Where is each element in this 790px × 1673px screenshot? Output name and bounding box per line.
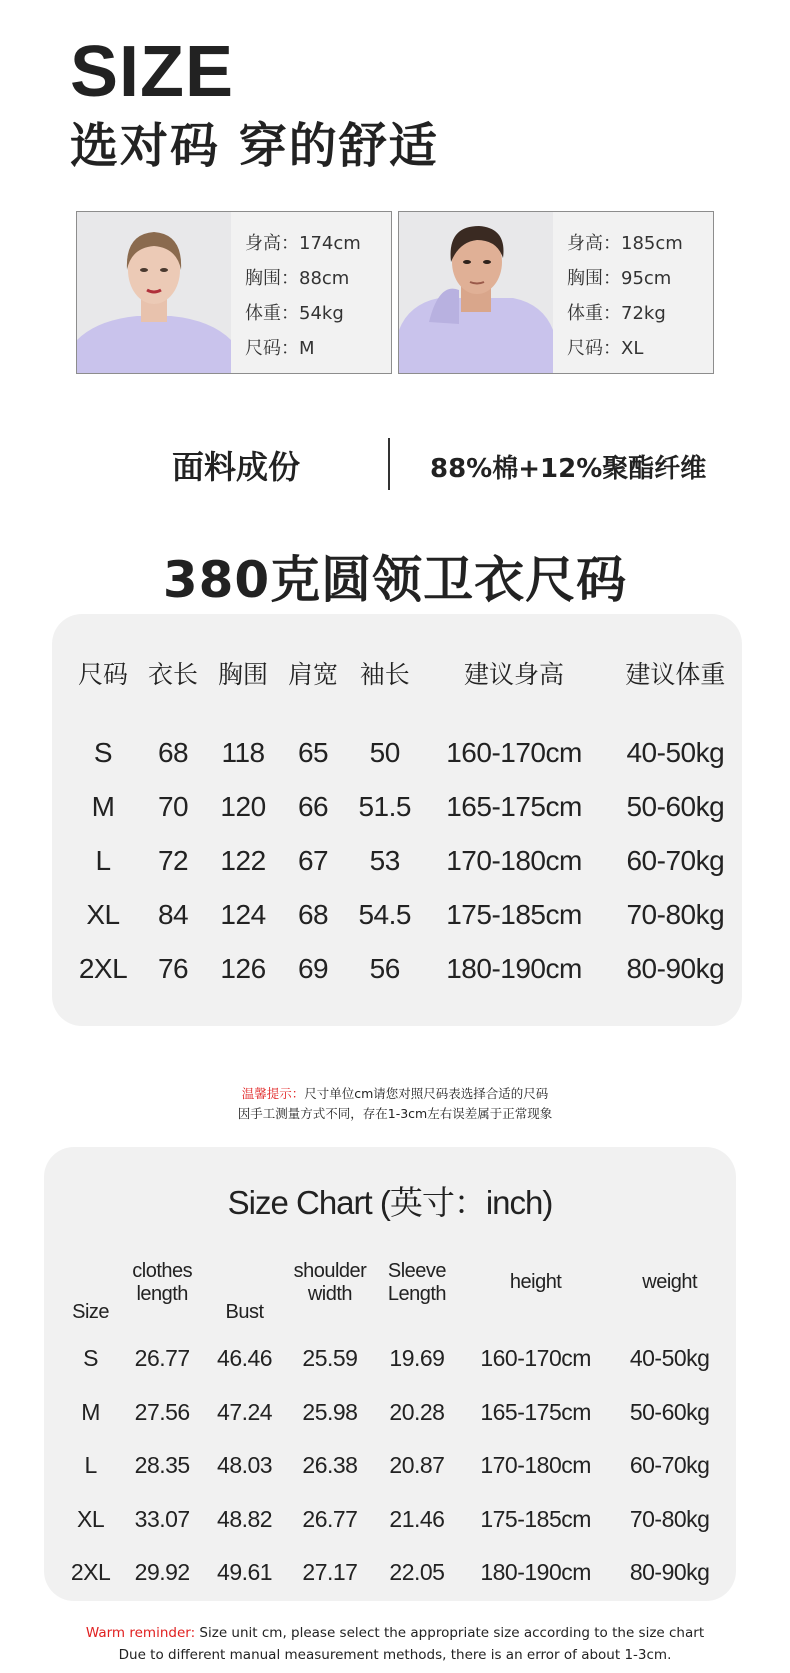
header-cell: shoulder width xyxy=(293,1259,367,1305)
inch-chart-title: Size Chart (英寸：inch) xyxy=(227,1184,553,1221)
table-cell: 50 xyxy=(369,737,400,768)
table-cell: 118 xyxy=(221,737,265,768)
header-cell: 尺码 xyxy=(78,660,129,689)
male-model-card xyxy=(398,211,714,374)
table-cell: 46.46 xyxy=(217,1345,273,1372)
table-cell: 65 xyxy=(297,737,329,768)
height-stat: 身高：174cm xyxy=(245,233,361,254)
table-cell: 122 xyxy=(220,845,266,876)
table-row xyxy=(62,1332,726,1386)
table-cell: 76 xyxy=(157,953,189,984)
table-cell: S xyxy=(83,1345,99,1372)
table-cell: 50-60kg xyxy=(626,791,725,822)
table-cell: M xyxy=(91,791,115,822)
chest-stat: 胸围：88cm xyxy=(245,268,350,289)
female-model-stats xyxy=(231,212,391,373)
table-cell: 70-80kg xyxy=(629,1505,710,1532)
table-cell: 27.17 xyxy=(302,1559,358,1586)
table-row xyxy=(68,834,744,888)
table-cell: XL xyxy=(77,1505,105,1532)
table-cell: 25.98 xyxy=(302,1398,358,1425)
table-header-row xyxy=(62,1233,726,1332)
size-stat: 尺码：XL xyxy=(567,338,644,359)
table-row xyxy=(62,1546,726,1600)
header-cell: 建议身高 xyxy=(464,660,565,689)
table-cell: XL xyxy=(86,899,120,930)
female-model-photo xyxy=(77,212,231,373)
female-model-illustration xyxy=(77,212,231,373)
fabric-divider xyxy=(388,438,390,490)
fabric-label: 面料成份 xyxy=(172,448,301,486)
size-stat: 尺码：M xyxy=(245,338,315,359)
table-cell: 20.28 xyxy=(389,1398,445,1425)
table-cell: 47.24 xyxy=(217,1398,273,1425)
table-cell: 70 xyxy=(157,791,189,822)
header-cell: weight xyxy=(642,1271,698,1293)
reminder-label: 温馨提示： xyxy=(241,1086,305,1101)
table-cell: 20.87 xyxy=(389,1452,445,1479)
table-cell: 19.69 xyxy=(389,1345,445,1372)
size-title: SIZE xyxy=(70,32,235,112)
table-cell: 22.05 xyxy=(389,1559,445,1586)
table-row xyxy=(62,1493,726,1547)
table-row xyxy=(68,888,744,942)
header-cell: 肩宽 xyxy=(288,660,339,689)
weight-stat: 体重：54kg xyxy=(245,303,344,324)
table-cell: 69 xyxy=(297,953,329,984)
table-cell: 26.38 xyxy=(302,1452,358,1479)
table-cell: 48.03 xyxy=(217,1452,273,1479)
table-cell: 180-190cm xyxy=(480,1559,591,1586)
reminder-line: Due to different manual measurement methods, there is an error of about 1-3cm. xyxy=(118,1647,672,1663)
table-cell: M xyxy=(81,1398,100,1425)
male-model-stats xyxy=(553,212,713,373)
table-cell: L xyxy=(95,845,111,876)
table-cell: 60-70kg xyxy=(626,845,725,876)
table-header-row xyxy=(68,646,744,700)
table-cell: 160-170cm xyxy=(480,1345,591,1372)
table-cell: 126 xyxy=(220,953,266,984)
table-cell: 56 xyxy=(369,953,400,984)
table-cell: 2XL xyxy=(70,1559,111,1586)
table-cell: 60-70kg xyxy=(629,1452,710,1479)
male-model-illustration xyxy=(399,212,553,373)
table-cell: 26.77 xyxy=(302,1505,358,1532)
table-cell: S xyxy=(93,737,113,768)
table-cell: 21.46 xyxy=(389,1505,445,1532)
header-cell: Bust xyxy=(225,1301,264,1323)
chest-stat: 胸围：95cm xyxy=(567,268,672,289)
table-cell: 124 xyxy=(220,899,266,930)
fabric-value: 88%棉+12%聚酯纤维 xyxy=(430,454,707,484)
inch-size-table-panel xyxy=(44,1147,736,1601)
table-cell: 54.5 xyxy=(358,899,411,930)
reminder-line: 尺寸单位cm请您对照尺码表选择合适的尺码 xyxy=(304,1086,549,1101)
table-cell: 50-60kg xyxy=(629,1398,710,1425)
cm-chart-title: 380克圆领卫衣尺码 xyxy=(162,551,628,609)
table-cell: 165-175cm xyxy=(480,1398,591,1425)
table-cell: 80-90kg xyxy=(629,1559,710,1586)
table-cell: 28.35 xyxy=(134,1452,190,1479)
header-cell: Size xyxy=(72,1301,110,1323)
table-row xyxy=(62,1386,726,1440)
table-cell: 175-185cm xyxy=(446,899,582,930)
table-cell: 48.82 xyxy=(217,1505,273,1532)
table-cell: 25.59 xyxy=(302,1345,358,1372)
table-cell: 68 xyxy=(157,737,189,768)
table-cell: 40-50kg xyxy=(626,737,725,768)
table-cell: 29.92 xyxy=(134,1559,190,1586)
table-cell: 160-170cm xyxy=(446,737,582,768)
table-cell: 120 xyxy=(220,791,266,822)
table-cell: 33.07 xyxy=(134,1505,190,1532)
table-cell: 80-90kg xyxy=(626,953,725,984)
table-cell: 68 xyxy=(297,899,329,930)
table-cell: 51.5 xyxy=(358,791,411,822)
table-cell: 170-180cm xyxy=(446,845,582,876)
table-cell: 175-185cm xyxy=(480,1505,591,1532)
table-cell: 40-50kg xyxy=(629,1345,710,1372)
table-cell: 170-180cm xyxy=(480,1452,591,1479)
header-cell: 衣长 xyxy=(148,660,199,689)
reminder-line: 因手工测量方式不同，存在1-3cm左右误差属于正常现象 xyxy=(237,1106,553,1121)
height-stat: 身高：185cm xyxy=(567,233,683,254)
table-row xyxy=(68,780,744,834)
table-row xyxy=(62,1439,726,1493)
header-cell: 胸围 xyxy=(218,660,269,689)
header-cell: height xyxy=(509,1271,562,1293)
slogan-title: 选对码 穿的舒适 xyxy=(70,118,439,174)
table-cell: 49.61 xyxy=(217,1559,273,1586)
table-cell: 27.56 xyxy=(134,1398,190,1425)
table-cell: 180-190cm xyxy=(446,953,582,984)
header-cell: 袖长 xyxy=(359,660,410,689)
weight-stat: 体重：72kg xyxy=(567,303,666,324)
header-cell: clothes length xyxy=(132,1259,193,1305)
table-cell: L xyxy=(84,1452,97,1479)
cm-size-table-panel xyxy=(52,614,742,1026)
reminder-note-en xyxy=(0,1622,790,1666)
table-cell: 165-175cm xyxy=(446,791,582,822)
female-model-card xyxy=(76,211,392,374)
header-cell: Sleeve Length xyxy=(387,1259,447,1305)
table-row xyxy=(68,726,744,780)
reminder-note-cn xyxy=(0,1084,790,1124)
table-cell: 26.77 xyxy=(134,1345,190,1372)
table-cell: 66 xyxy=(297,791,329,822)
table-cell: 2XL xyxy=(78,953,128,984)
inch-size-table xyxy=(62,1233,726,1600)
table-cell: 70-80kg xyxy=(626,899,725,930)
table-cell: 72 xyxy=(157,845,189,876)
table-spacer xyxy=(68,700,744,726)
table-cell: 53 xyxy=(369,845,400,876)
reminder-line: Size unit cm, please select the appropriate size according to the size chart xyxy=(199,1625,705,1641)
male-model-photo xyxy=(399,212,553,373)
cm-size-table xyxy=(68,646,744,996)
reminder-label: Warm reminder: xyxy=(85,1625,196,1641)
header-cell: 建议体重 xyxy=(625,660,726,689)
table-cell: 67 xyxy=(297,845,329,876)
table-row xyxy=(68,942,744,996)
table-cell: 84 xyxy=(157,899,189,930)
